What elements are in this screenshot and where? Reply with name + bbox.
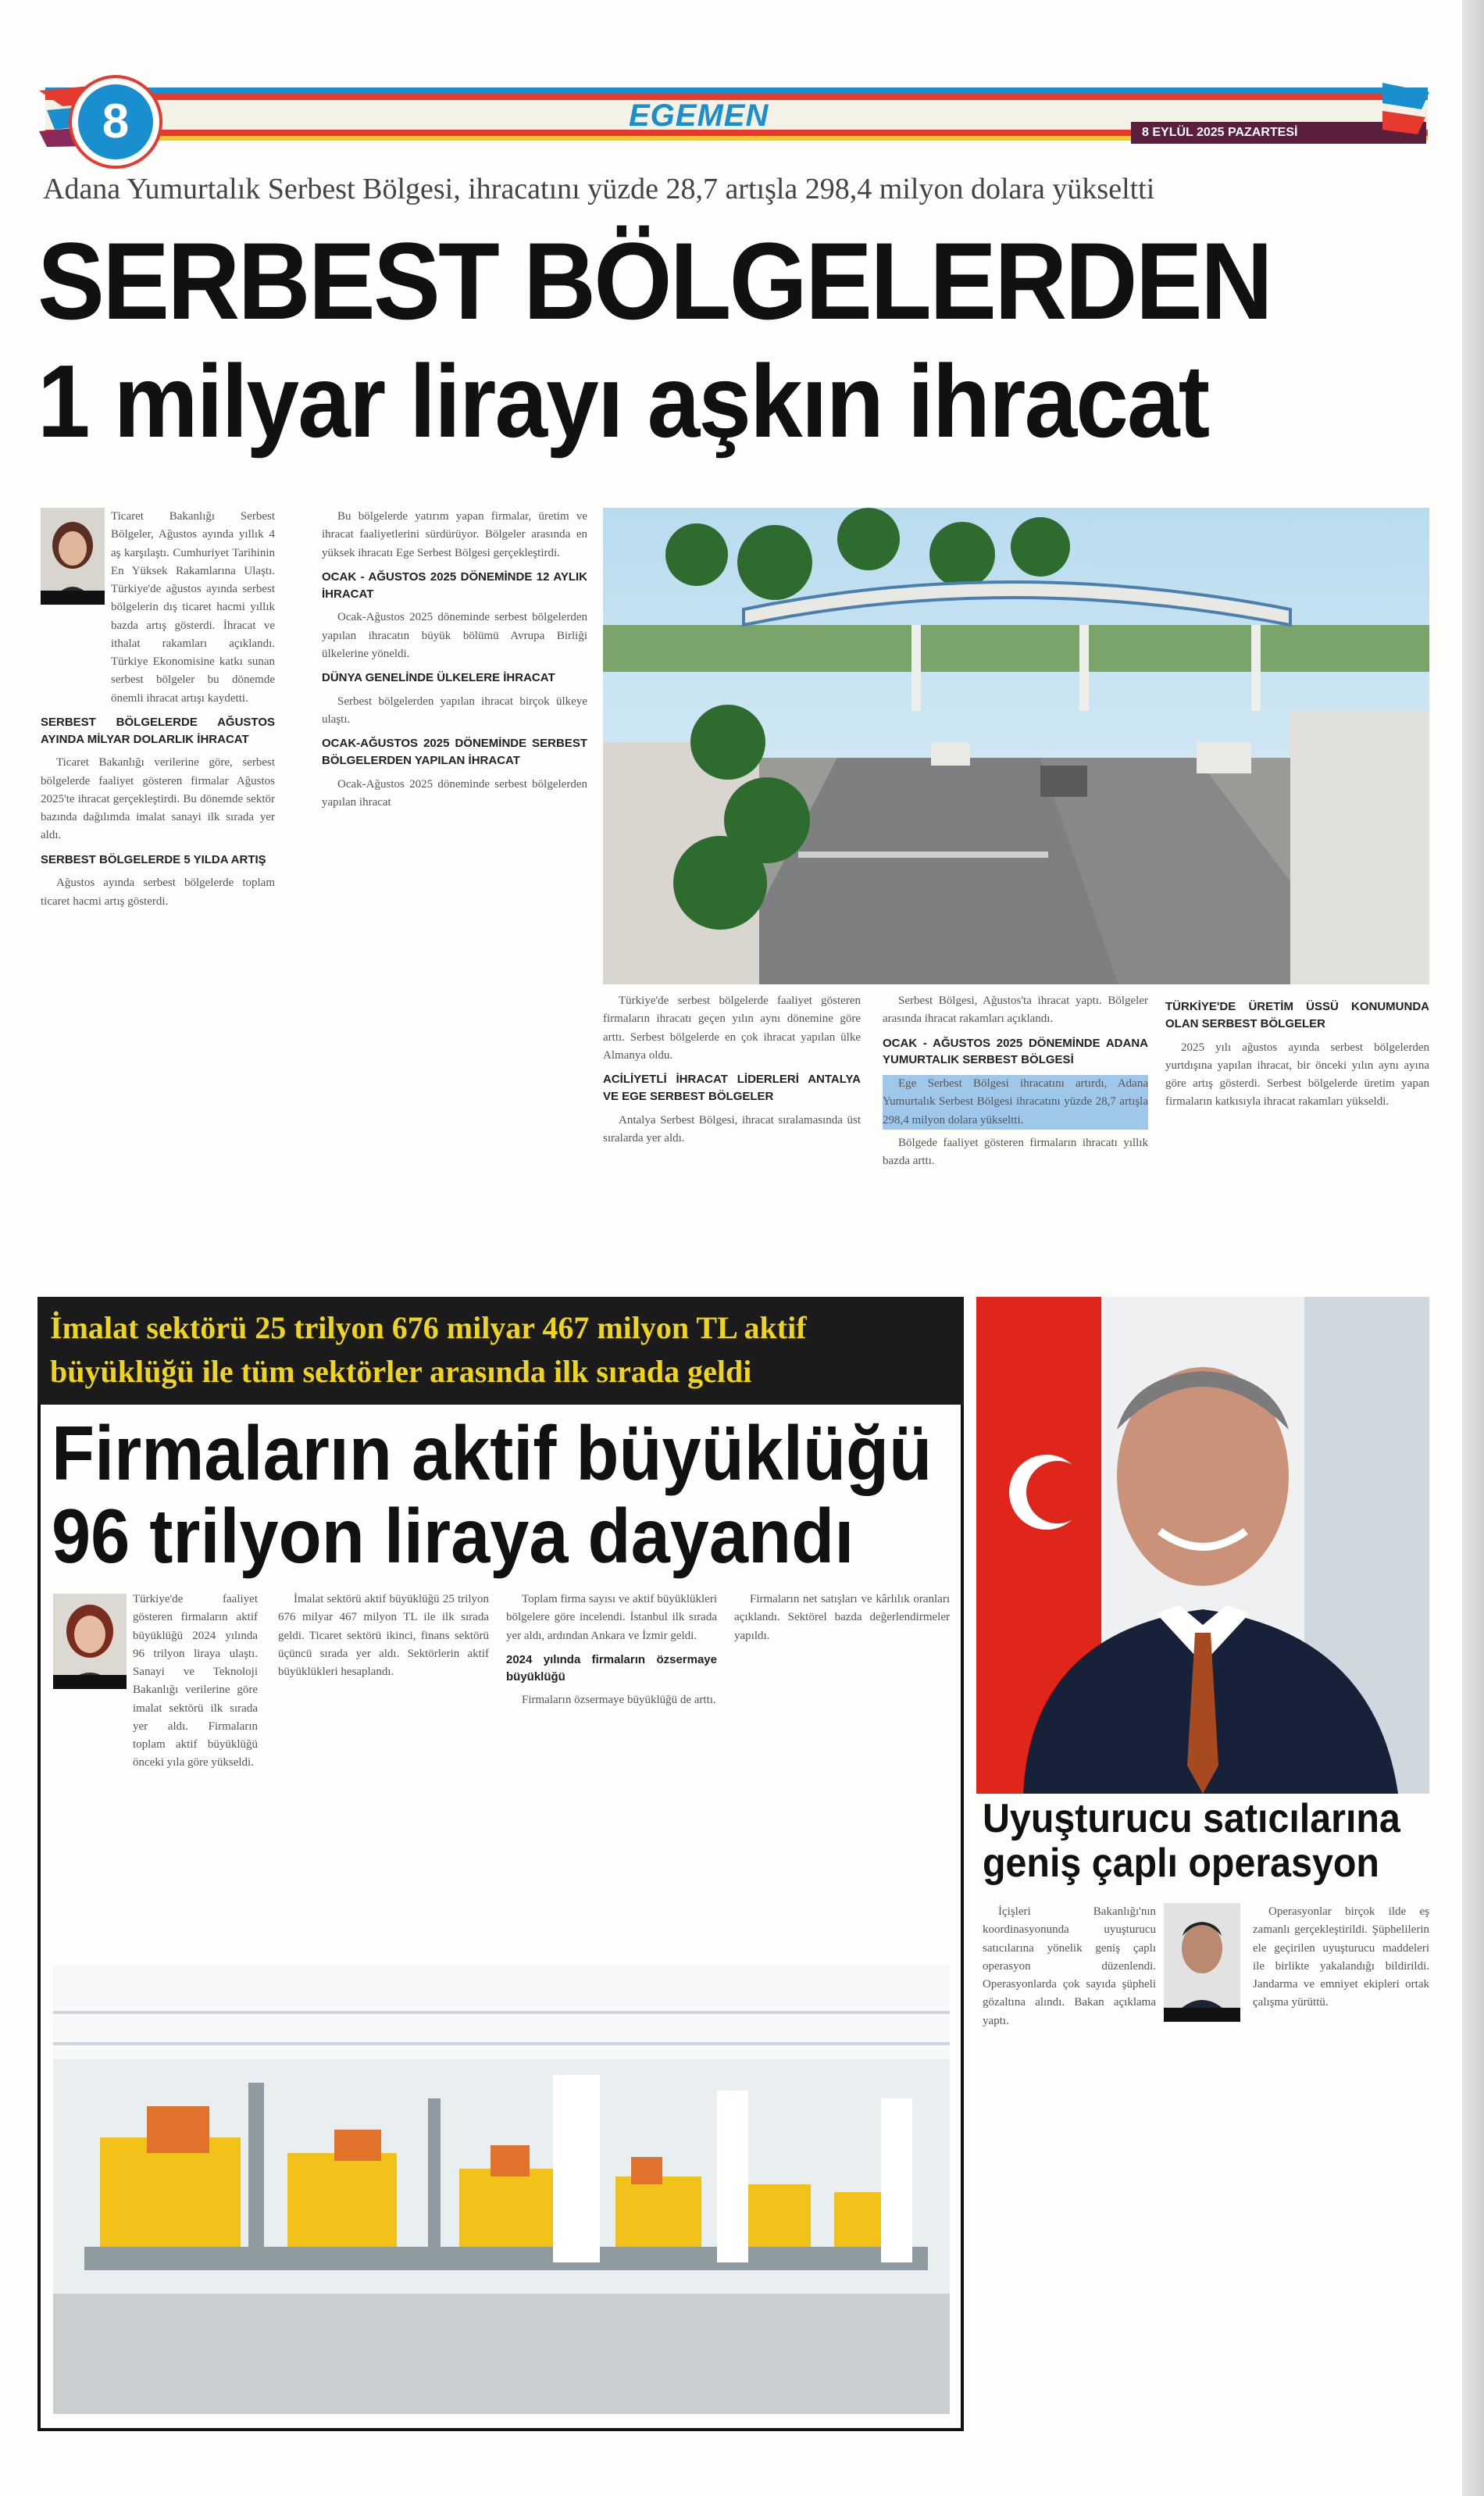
article1-col1-intro: Ticaret Bakanlığı Serbest Bölgeler, Ağustos ayında yıllık 4 aş karşılaştı. Cumhuriyet Tarihinin En Yüksek Rakamlarına Ulaştı. Türkiye'de ağustos ayında serbest bölgelerin dış ticaret hacmi yıllık bazda artış gösterdi. İhracat ve ithalat rakamları açıklandı. Türkiye Ekonomisine katkı sunan serbest bölgeler bu dönemde önemli ihracat artışı kaydetti. (111, 510, 275, 705)
article3-headline (983, 1797, 1404, 1886)
issue-date: 8 EYLÜL 2025 PAZARTESİ (1131, 122, 1426, 144)
factory-robots-photo (53, 1966, 950, 2414)
article2-col2-text: İmalat sektörü aktif büyüklüğü 25 trilyon 676 milyar 467 milyon TL ile ilk sırada geldi. Ticaret sektörü ikinci, finans sektörü üçüncü sırada yer aldı. Sektörlerin aktif büyüklükleri hesaplandı. (278, 1593, 489, 1678)
article1-column-1 (41, 508, 275, 1254)
article3-headline-line1: Uyuşturucu satıcılarına (983, 1796, 1400, 1841)
article3-col2-text: Operasyonlar birçok ilde eş zamanlı gerçekleştirildi. Şüphelilerin ele geçirilen uyuşturucu maddeleri ile birlikte yakalandığı bildirildi. Jandarma ve emniyet ekipleri ortak çalışma yürüttü. (1253, 1905, 1429, 2009)
article2-col3-text2: Firmaların özsermaye büyüklüğü de arttı. (522, 1694, 716, 1707)
article2-headline-line2: 96 trilyon liraya dayandı (52, 1492, 854, 1579)
author3-photo (1164, 1903, 1240, 2022)
article1-column-5 (1165, 992, 1429, 1254)
article1-col1-text2: Ticaret Bakanlığı verilerine göre, serbest bölgelerde faaliyet gösteren firmalar Ağustos 2025'te ihracat gerçekleştirdi. Bu dönemde sektör bazında dağılımda imalat sanayi ilk sırada yer aldı. (41, 756, 275, 842)
page-edge-shadow (1462, 0, 1484, 2496)
article2-headline-line1: Firmaların aktif büyüklüğü (52, 1410, 933, 1496)
article1-headline-line1: SERBEST BÖLGELERDEN (37, 220, 1272, 342)
article1-col5-sub1: TÜRKİYE'DE ÜRETİM ÜSSÜ KONUMUNDA OLAN SERBEST BÖLGELER (1165, 1000, 1429, 1030)
article1-col3-text: Türkiye'de serbest bölgelerde faaliyet gösteren firmaların ihracatı geçen yılın aynı dönemine göre arttı. Serbest bölgelerde en çok ihracat yapılan ülke Almanya oldu. (603, 994, 861, 1062)
article2-column-3 (506, 1591, 717, 1958)
article1-col2-sub3: OCAK-AĞUSTOS 2025 DÖNEMİNDE SERBEST BÖLGELERDEN YAPILAN İHRACAT (322, 737, 587, 767)
article1-col2-text: Bu bölgelerde yatırım yapan firmalar, üretim ve ihracat faaliyetlerini sürdürüyor. Bölgeler arasında en yüksek ihracatı Ege Serbest Bölgesi gerçekleştirdi. (322, 510, 587, 559)
header-ribbon-right (1382, 83, 1429, 148)
article2-col1-text: Türkiye'de faaliyet gösteren firmaların aktif büyüklüğü 2024 yılında 96 trilyon liraya ulaştı. Sanayi ve Teknoloji Bakanlığı verilerine göre imalat sektörü ilk sırada yer aldı. Firmaların toplam aktif büyüklüğü önceki yıla göre yükseldi. (133, 1593, 258, 1769)
article1-col4-highlight: Ege Serbest Bölgesi ihracatını artırdı, Adana Yumurtalık Serbest Bölgesi ihracatını yüzde 28,7 artışla 298,4 milyon dolara yükseltti. (883, 1075, 1148, 1130)
article1-col4-text2: Bölgede faaliyet gösteren firmaların ihracatı yıllık bazda arttı. (883, 1136, 1148, 1167)
article2-column-4 (734, 1591, 950, 1958)
article3-col1-text: İçişleri Bakanlığı'nın koordinasyonunda uyuşturucu satıcılarına yönelik geniş çaplı operasyon düzenlendi. Operasyonlarda çok sayıda şüpheli gözaltına alındı. Bakan açıklama yaptı. (983, 1905, 1156, 2027)
article2-banner-line2: büyüklüğü ile tüm sektörler arasında ilk sırada geldi (50, 1354, 752, 1389)
article2-banner (37, 1297, 964, 1405)
article1-col2-sub2: DÜNYA GENELİNDE ÜLKELERE İHRACAT (322, 671, 555, 684)
article2-column-2 (278, 1591, 489, 1958)
article1-column-4 (883, 992, 1148, 1254)
page-number: 8 (72, 78, 159, 166)
article1-col3-sub1: ACİLİYETLİ İHRACAT LİDERLERİ ANTALYA VE EGE SERBEST BÖLGELER (603, 1073, 861, 1103)
article1-col4-text: Serbest Bölgesi, Ağustos'ta ihracat yaptı. Bölgeler arasında ihracat rakamları açıklandı. (883, 994, 1148, 1026)
article2-col4-text: Firmaların net satışları ve kârlılık oranları açıklandı. Sektörel bazda değerlendirmeler yapıldı. (734, 1593, 950, 1642)
article3-column-2 (1253, 1903, 1429, 2419)
article1-kicker: Adana Yumurtalık Serbest Bölgesi, ihracatını yüzde 28,7 artışla 298,4 milyon dolara yükseltti (43, 173, 1155, 205)
article3-headline-line2: geniş çaplı operasyon (983, 1841, 1379, 1887)
article1-col2-sub1: OCAK - AĞUSTOS 2025 DÖNEMİNDE 12 AYLIK İHRACAT (322, 570, 587, 601)
article1-col1-sub2: SERBEST BÖLGELERDE 5 YILDA ARTIŞ (41, 852, 266, 866)
article1-col1-sub1: SERBEST BÖLGELERDE AĞUSTOS AYINDA MİLYAR DOLARLIK İHRACAT (41, 715, 275, 746)
article1-col3-text2: Antalya Serbest Bölgesi, ihracat sıralamasında üst sıralarda yer aldı. (603, 1113, 861, 1144)
article3-column-1 (983, 1903, 1156, 2419)
article1-col2-text2: Ocak-Ağustos 2025 döneminde serbest bölgelerden yapılan ihracatın büyük bölümü Avrupa Birliği ülkelerine yöneldi. (322, 611, 587, 660)
article2-column-1 (53, 1591, 258, 1958)
article1-column-2 (322, 508, 587, 1254)
article2-banner-line1: İmalat sektörü 25 trilyon 676 milyar 467 milyon TL aktif (50, 1310, 807, 1345)
article2-col3-sub: 2024 yılında firmaların özsermaye büyüklüğü (506, 1652, 717, 1684)
free-zone-gate-photo (603, 508, 1429, 984)
minister-portrait-photo (976, 1297, 1429, 1794)
article1-col2-text4: Ocak-Ağustos 2025 döneminde serbest bölgelerden yapılan ihracat (322, 777, 587, 809)
article1-col4-sub1: OCAK - AĞUSTOS 2025 DÖNEMİNDE ADANA YUMURTALIK SERBEST BÖLGESİ (883, 1036, 1148, 1067)
article1-col1-text3: Ağustos ayında serbest bölgelerde toplam ticaret hacmi artış gösterdi. (41, 877, 275, 908)
article1-column-3 (603, 992, 861, 1254)
article2-col3-text: Toplam firma sayısı ve aktif büyüklükleri bölgelere göre incelendi. İstanbul ilk sırada yer aldı, ardından Ankara ve İzmir geldi. (506, 1593, 717, 1642)
article1-headline-line2: 1 milyar lirayı aşkın ihracat (37, 344, 1209, 459)
article1-col5-text: 2025 yılı ağustos ayında serbest bölgelerden yurtdışına yapılan ihracat, bir önceki yılın aynı ayına göre artış gösterdi. Serbest bölgelerde üretim yapan firmaların katkısıyla ihracat rakamları yükseldi. (1165, 1041, 1429, 1109)
article2-headline (52, 1410, 933, 1579)
newspaper-logo: EGEMEN (629, 98, 769, 133)
article1-col2-text3: Serbest bölgelerden yapılan ihracat birçok ülkeye ulaştı. (322, 695, 587, 726)
